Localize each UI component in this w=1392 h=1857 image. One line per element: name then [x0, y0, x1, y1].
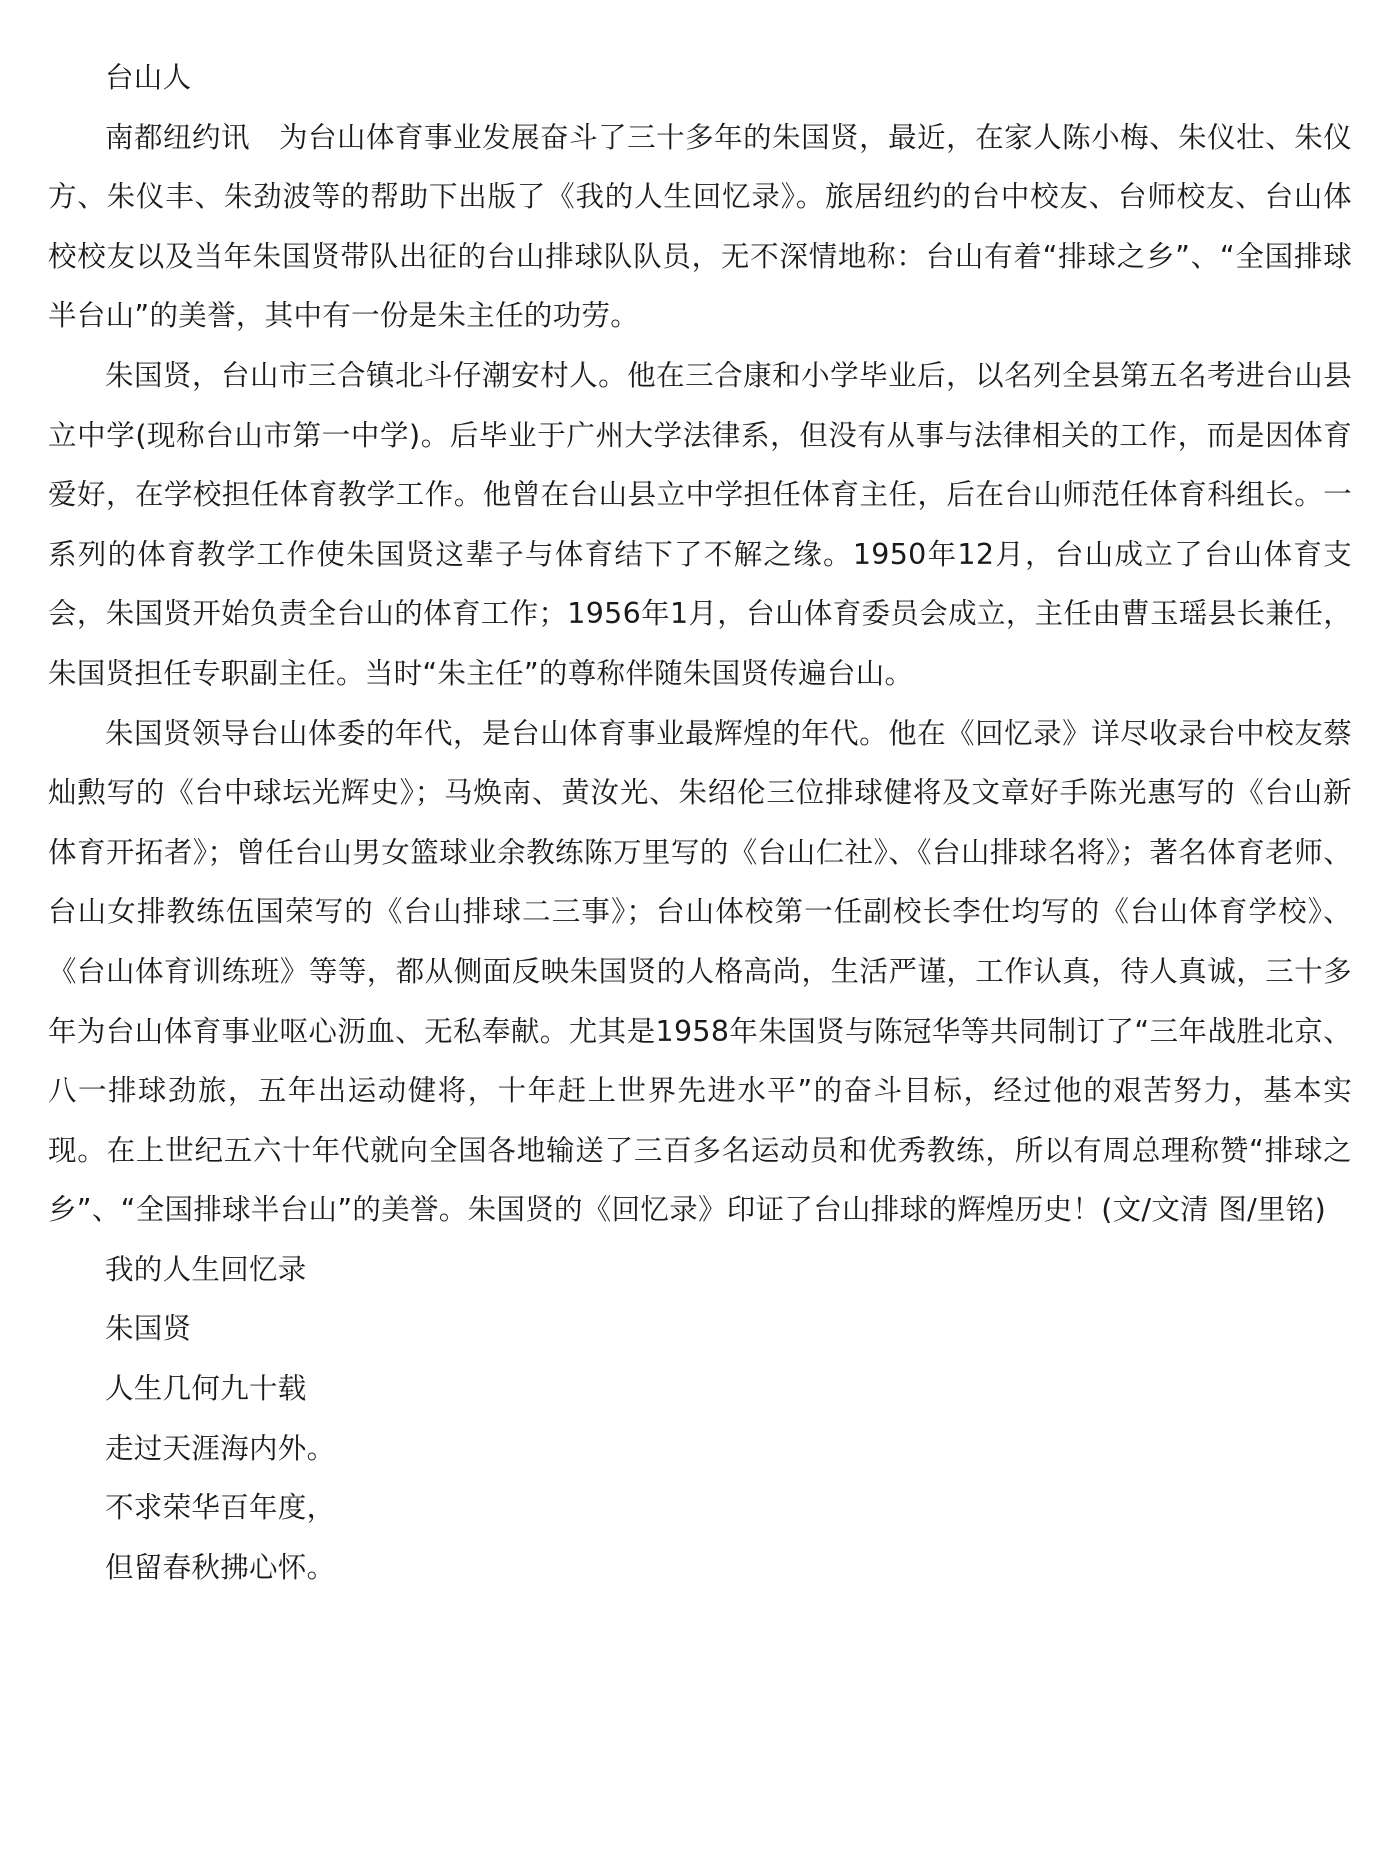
- poem-line-1: 人生几何九十载: [105, 1372, 307, 1406]
- poem-line-3: 不求荣华百年度，: [105, 1491, 336, 1525]
- document-body: [48, 48, 1352, 1597]
- poem-author: 朱国贤: [105, 1312, 192, 1346]
- poem-line-2: 走过天涯海内外。: [105, 1431, 336, 1465]
- poem-line-4: 但留春秋拂心怀。: [105, 1550, 336, 1584]
- poem-title: 我的人生回忆录: [105, 1252, 307, 1286]
- article-paragraph-1: 南都纽约讯 为台山体育事业发展奋斗了三十多年的朱国贤，最近，在家人陈小梅、朱仪壮、朱仪方、朱仪丰、朱劲波等的帮助下出版了《我的人生回忆录》。旅居纽约的台中校友、台师校友、台山体校校友以及当年朱国贤带队出征的台山排球队队员，无不深情地称：台山有着“排球之乡”、“全国排球半台山”的美誉，其中有一份是朱主任的功劳。: [48, 120, 1352, 333]
- article-paragraph-3: 朱国贤领导台山体委的年代，是台山体育事业最辉煌的年代。他在《回忆录》详尽收录台中校友蔡灿勲写的《台中球坛光辉史》；马焕南、黄汝光、朱绍伦三位排球健将及文章好手陈光惠写的《台山新体育开拓者》；曾任台山男女篮球业余教练陈万里写的《台山仁社》、《台山排球名将》；著名体育老师、台山女排教练伍国荣写的《台山排球二三事》；台山体校第一任副校长李仕均写的《台山体育学校》、《台山体育训练班》等等，都从侧面反映朱国贤的人格高尚，生活严谨，工作认真，待人真诚，三十多年为台山体育事业呕心沥血、无私奉献。尤其是1958年朱国贤与陈冠华等共同制订了“三年战胜北京、八一排球劲旅，五年出运动健将，十年赶上世界先进水平”的奋斗目标，经过他的艰苦努力，基本实现。在上世纪五六十年代就向全国各地输送了三百多名运动员和优秀教练，所以有周总理称赞“排球之乡”、“全国排球半台山”的美誉。朱国贤的《回忆录》印证了台山排球的辉煌历史！(文/文清 图/里铭): [48, 716, 1352, 1227]
- article-paragraph-2: 朱国贤，台山市三合镇北斗仔潮安村人。他在三合康和小学毕业后，以名列全县第五名考进台山县立中学(现称台山市第一中学)。后毕业于广州大学法律系，但没有从事与法律相关的工作，而是因体育爱好，在学校担任体育教学工作。他曾在台山县立中学担任体育主任，后在台山师范任体育科组长。一系列的体育教学工作使朱国贤这辈子与体育结下了不解之缘。1950年12月，台山成立了台山体育支会，朱国贤开始负责全台山的体育工作；1956年1月，台山体育委员会成立，主任由曹玉瑶县长兼任，朱国贤担任专职副主任。当时“朱主任”的尊称伴随朱国贤传遍台山。: [48, 358, 1352, 690]
- section-label: 台山人: [105, 61, 192, 94]
